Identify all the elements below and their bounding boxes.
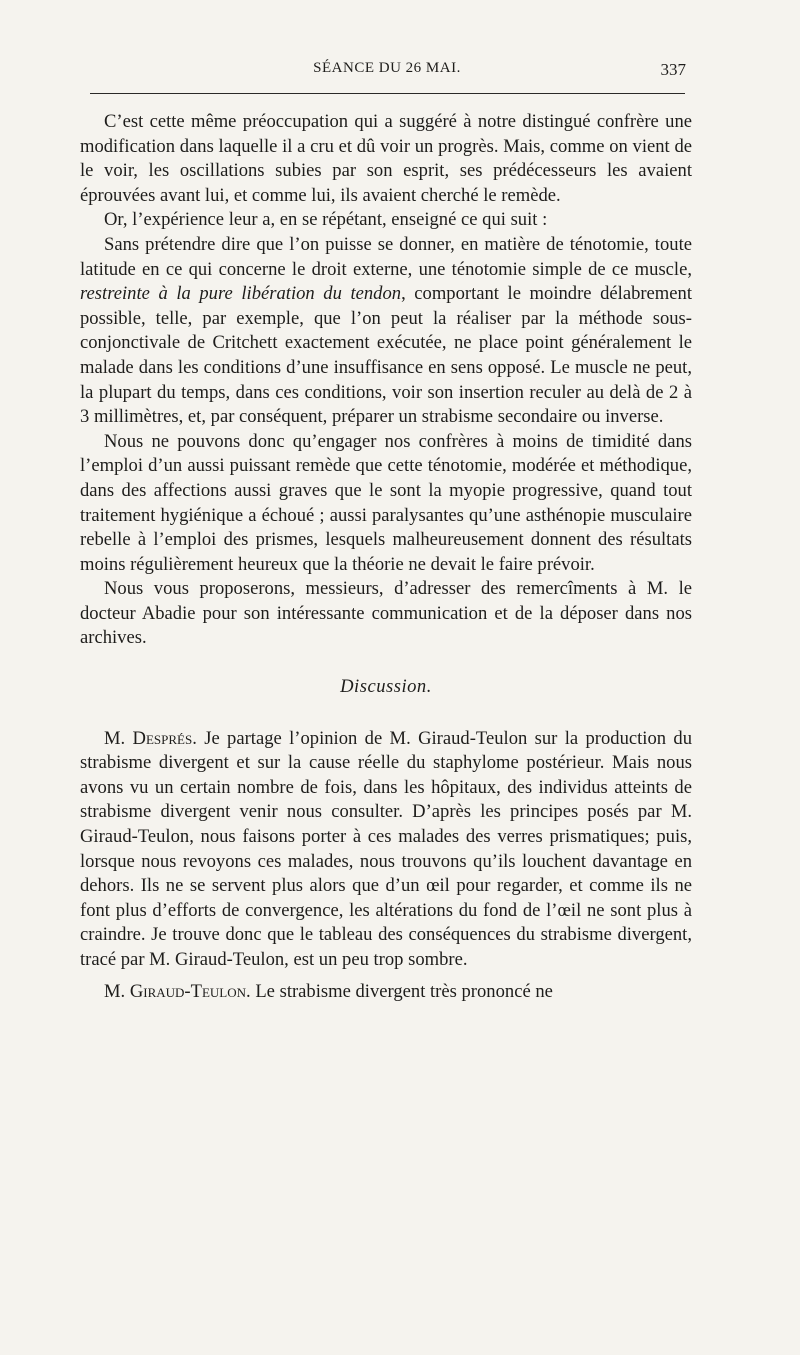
paragraph-3-end: , comportant le moindre délabrement possible, telle, par exemple, que l’on peut la réaliser par la méthode sous-conjonctivale de Critchett exactement exécutée, ne place point généralement le malade dans les conditions d’une insuffisance en sens opposé. Le muscle ne peut, la plupart du temps, dans ces conditions, voir son insertion reculer au delà de 2 à 3 millimètres, et, par conséquent, préparer un strabisme secondaire ou inverse.: [80, 283, 692, 428]
paragraph-5: Nous vous proposerons, messieurs, d’adresser des remercîments à M. le docteur Abadie pour son intéressante communication et de la déposer dans nos archives.: [80, 578, 692, 649]
speech-giraud-teulon-text: Le strabisme divergent très prononcé ne: [250, 980, 553, 1002]
header-rule: [90, 93, 685, 94]
page-body: [80, 110, 692, 1004]
paragraph-1: C’est cette même préoccupation qui a suggéré à notre distingué confrère une modification dans laquelle il a cru et dû voir un progrès. Mais, comme on vient de le voir, les oscillations subies par son esprit, ses prédécesseurs les avaient éprouvées avant lui, et comme lui, ils avaient cherché le remède.: [80, 111, 692, 206]
running-title: SÉANCE DU 26 MAI.: [313, 60, 461, 76]
paragraph-2: Or, l’expérience leur a, en se répétant, enseigné ce qui suit :: [104, 209, 548, 231]
speaker-despres: M. Després.: [104, 727, 197, 749]
discussion-heading: Discussion.: [340, 676, 432, 698]
paragraph-3-italic: restreinte à la pure libération du tendon: [80, 283, 402, 305]
paragraph-3: [80, 233, 692, 430]
page-number: 337: [660, 60, 686, 79]
paragraph-4: Nous ne pouvons donc qu’engager nos confrères à moins de timidité dans l’emploi d’un aussi puissant remède que cette ténotomie, modérée et méthodique, dans des affections aussi graves que le sont la myopie progressive, quand tout traitement hygiénique a échoué ; aussi paralysantes qu’une asthénopie musculaire rebelle à l’emploi des prismes, lesquels malheureusement donnent des résultats moins régulièrement heureux que la théorie ne devait le faire prévoir.: [80, 430, 692, 575]
speech-despres-text: Je partage l’opinion de M. Giraud-Teulon sur la production du strabisme divergent et sur la cause réelle du staphylome postérieur. Mais nous avons vu un certain nombre de fois, dans les hôpitaux, des individus atteints de strabisme divergent venir nous consulter. D’après les principes posés par M. Giraud-Teulon, nous faisons porter à ces malades des verres prismatiques; puis, lorsque nous revoyons ces malades, nous trouvons qu’ils louchent davantage en dehors. Ils ne se servent plus alors que d’un œil pour regarder, et comme ils ne font plus d’efforts de convergence, les altérations du fond de l’œil ne sont plus à craindre. Je trouve donc que le tableau des conséquences du strabisme divergent, tracé par M. Giraud-Teulon, est un peu trop sombre.: [80, 727, 692, 970]
paragraph-3-start: Sans prétendre dire que l’on puisse se donner, en matière de ténotomie, toute latitude en ce qui concerne le droit externe, une ténotomie simple de ce muscle,: [80, 233, 692, 280]
speaker-giraud-teulon: M. Giraud-Teulon.: [104, 980, 251, 1002]
speech-giraud-teulon: [80, 980, 692, 1005]
running-header: [88, 60, 686, 84]
speech-despres: [80, 727, 692, 973]
